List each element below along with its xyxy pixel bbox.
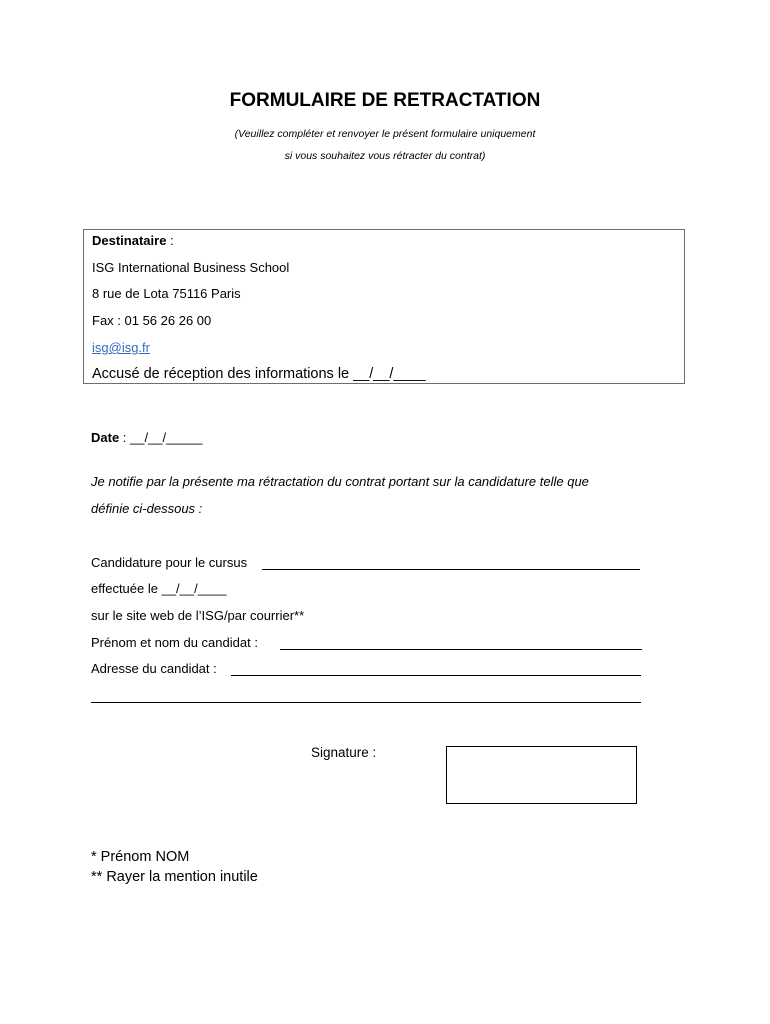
candidate-address-fill-line-2 [91, 702, 641, 703]
recipient-box [83, 229, 685, 384]
instructions-line-2: si vous souhaitez vous rétracter du contrat) [284, 150, 486, 162]
footnote-strike: ** Rayer la mention inutile [91, 869, 258, 885]
date-line [91, 430, 202, 445]
recipient-label-colon: : [166, 233, 174, 248]
recipient-label: Destinataire [92, 233, 167, 248]
recipient-fax: Fax : 01 56 26 26 00 [92, 313, 212, 328]
recipient-email-link[interactable]: isg@isg.fr [92, 340, 150, 355]
cursus-fill-line [262, 569, 640, 570]
candidate-name-label: Prénom et nom du candidat : [91, 635, 258, 650]
footnote-name: * Prénom NOM [91, 849, 190, 865]
cursus-field-label: Candidature pour le cursus [91, 555, 248, 570]
recipient-name: ISG International Business School [92, 260, 290, 275]
instructions-line-1: (Veuillez compléter et renvoyer le présent formulaire uniquement [234, 128, 536, 140]
recipient-heading [92, 233, 174, 248]
signature-label: Signature : [311, 745, 377, 760]
notice-line-1: Je notifie par la présente ma rétractation du contrat portant sur la candidature telle que [91, 474, 589, 489]
acknowledgment-line: Accusé de réception des informations le __/__/____ [92, 366, 426, 382]
recipient-address: 8 rue de Lota 75116 Paris [92, 286, 241, 301]
form-title: FORMULAIRE DE RETRACTATION [229, 90, 541, 111]
candidate-address-fill-line [231, 675, 641, 676]
submission-channel-field: sur le site web de l’ISG/par courrier** [91, 608, 305, 623]
candidate-address-label: Adresse du candidat : [91, 661, 217, 676]
date-label: Date [91, 430, 120, 445]
date-value: : __/__/_____ [119, 430, 203, 445]
submission-date-field: effectuée le __/__/____ [91, 581, 227, 596]
signature-box [446, 746, 637, 804]
candidate-name-fill-line [280, 649, 642, 650]
notice-line-2: définie ci-dessous : [91, 501, 203, 516]
